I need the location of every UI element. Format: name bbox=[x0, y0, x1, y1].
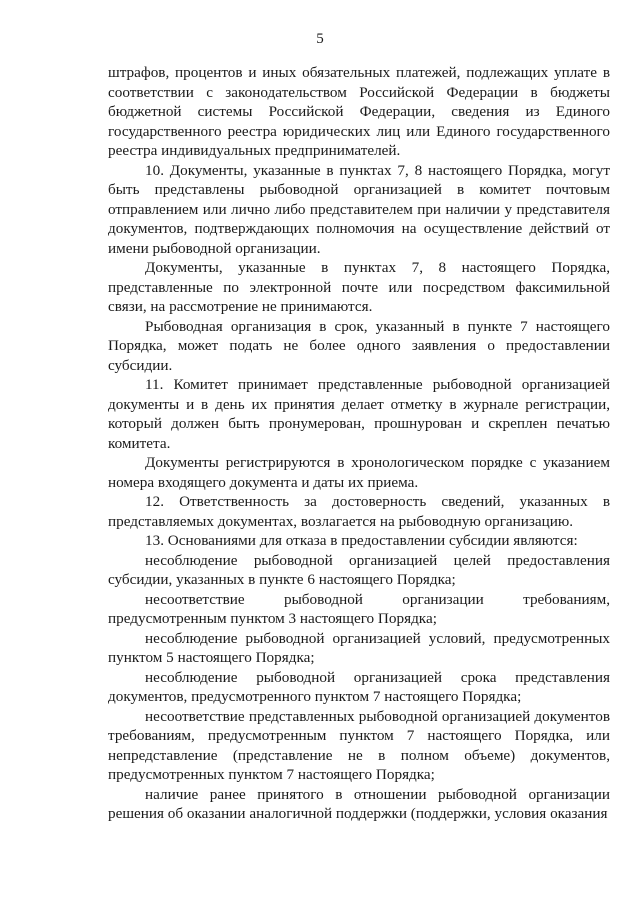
paragraph-continuation: штрафов, процентов и иных обязательных платежей, подлежащих уплате в соответствии с законодательством Российской Федерации в бюджеты бюджетной системы Российской Федерации, сведения из Единого государственного реестра юридических лиц или Единого государственного реестра индивидуальных предпринимателей. bbox=[108, 64, 610, 159]
body-text bbox=[108, 63, 610, 824]
paragraph-item-13: 13. Основаниями для отказа в предоставлении субсидии являются: bbox=[145, 532, 578, 549]
refusal-ground-5: несоответствие представленных рыбоводной организацией документов требованиям, предусмотренным пунктом 7 настоящего Порядка, или непредставление (представление не в полном объеме) документов, предусмотренных пунктом 7 настоящего Порядка; bbox=[108, 707, 610, 783]
refusal-ground-2: несоответствие рыбоводной организации требованиям, предусмотренным пунктом 3 настоящего Порядка; bbox=[108, 590, 610, 627]
refusal-ground-1: несоблюдение рыбоводной организацией целей предоставления субсидии, указанных в пункте 6 настоящего Порядка; bbox=[108, 551, 610, 588]
page-number: 5 bbox=[316, 31, 324, 47]
paragraph-item-10: 10. Документы, указанные в пунктах 7, 8 настоящего Порядка, могут быть представлены рыбоводной организацией в комитет почтовым отправлением или лично либо представителем при наличии у представителя документов, подтверждающих полномочия на осуществление действий от имени рыбоводной организации. bbox=[108, 161, 610, 257]
refusal-ground-3: несоблюдение рыбоводной организацией условий, предусмотренных пунктом 5 настоящего Порядка; bbox=[108, 629, 610, 666]
refusal-ground-6: наличие ранее принятого в отношении рыбоводной организации решения об оказании аналогичной поддержки (поддержки, условия оказания bbox=[108, 785, 610, 822]
paragraph-electronic-submission: Документы, указанные в пунктах 7, 8 настоящего Порядка, представленные по электронной почте или посредством факсимильной связи, на рассмотрение не принимаются. bbox=[108, 259, 610, 315]
paragraph-registration-order: Документы регистрируются в хронологическом порядке с указанием номера входящего документа и даты их приема. bbox=[108, 454, 610, 491]
paragraph-item-11: 11. Комитет принимает представленные рыбоводной организацией документы и в день их принятия делает отметку в журнале регистрации, который должен быть пронумерован, прошнурован и скреплен печатью комитета. bbox=[108, 376, 610, 452]
refusal-ground-4: несоблюдение рыбоводной организацией срока представления документов, предусмотренного пунктом 7 настоящего Порядка; bbox=[108, 668, 610, 705]
paragraph-single-application: Рыбоводная организация в срок, указанный в пункте 7 настоящего Порядка, может подать не более одного заявления о предоставлении субсидии. bbox=[108, 317, 610, 374]
paragraph-item-12: 12. Ответственность за достоверность сведений, указанных в представляемых документах, возлагается на рыбоводную организацию. bbox=[108, 493, 610, 530]
